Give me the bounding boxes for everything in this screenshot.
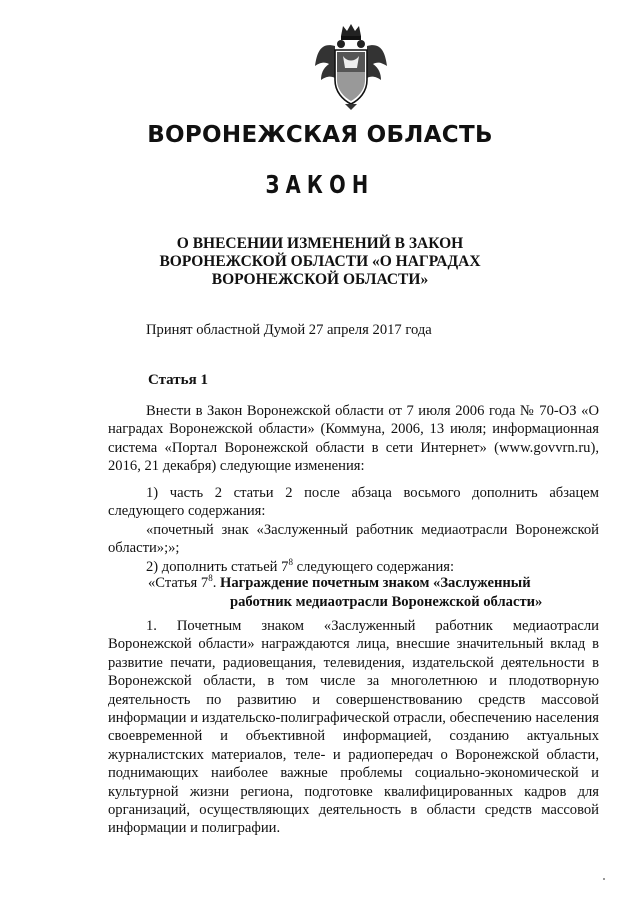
- law-title: [120, 235, 520, 289]
- scan-speck: [603, 878, 605, 880]
- amendment-quote-1: «почетный знак «Заслуженный работник медиаотрасли Воронежской области»;»;: [108, 521, 599, 557]
- new-article-paragraph-1: 1. Почетным знаком «Заслуженный работник медиаотрасли Воронежской области» награждаются лица, внесшие значительный вклад в развитие печати, радиовещания, телевидения, издательской деятельности в Воронежской области, в том числе за многолетнюю и плодотворную деятельность по развитию и совершенствованию средств массовой информации и издательско-полиграфической отрасли, обеспечению населения своевременной и объективной информацией, созданию актуальных журналистских материалов, теле- и радиопередач о Воронежской области, поднимающих наиболее важные проблемы социально-экономической и культурной жизни региона, подготовке квалифицированных кадров для организаций, осуществляющих деятельность в области средств массовой информации и полиграфии.: [108, 618, 599, 837]
- amendment-item-1: 1) часть 2 статьи 2 после абзаца восьмого дополнить абзацем следующего содержания:: [108, 485, 599, 520]
- article-heading: Статья 1: [148, 372, 208, 388]
- law-title-line: О ВНЕСЕНИИ ИЗМЕНЕНИЙ В ЗАКОН: [176, 235, 464, 252]
- new-article-body: [108, 617, 599, 838]
- law-title-line: ВОРОНЕЖСКОЙ ОБЛАСТИ»: [211, 271, 429, 288]
- region-name: ВОРОНЕЖСКАЯ ОБЛАСТЬ: [147, 122, 493, 148]
- amendment-item-2: 2) дополнить статьей $7^8$ следующего содержания:: [146, 556, 455, 575]
- amendments-block: [108, 484, 599, 576]
- coat-of-arms-icon: [313, 22, 389, 112]
- new-article-title-cont: работник медиаотрасли Воронежской области»: [230, 594, 543, 610]
- law-title-line: ВОРОНЕЖСКОЙ ОБЛАСТИ «О НАГРАДАХ: [159, 253, 481, 270]
- article-intro: Внести в Закон Воронежской области от 7 июля 2006 года № 70-ОЗ «О наградах Воронежской области» (Коммуна, 2006, 13 июля; информационная система «Портал Воронежской области в сети Интернет» (www.govvrn.ru), 2016, 21 декабря) следующие изменения:: [108, 403, 599, 475]
- new-article-title: Награждение почетным знаком «Заслуженный: [219, 575, 531, 591]
- article-intro-block: [108, 402, 599, 476]
- adoption-date: Принят областной Думой 27 апреля 2017 года: [146, 322, 432, 338]
- document-type: ЗАКОН: [265, 170, 375, 199]
- new-article-heading: «Статья $7^8$. Награждение почетным знаком «Заслуженный работник медиаотрасли Воронежской области»: [148, 574, 608, 612]
